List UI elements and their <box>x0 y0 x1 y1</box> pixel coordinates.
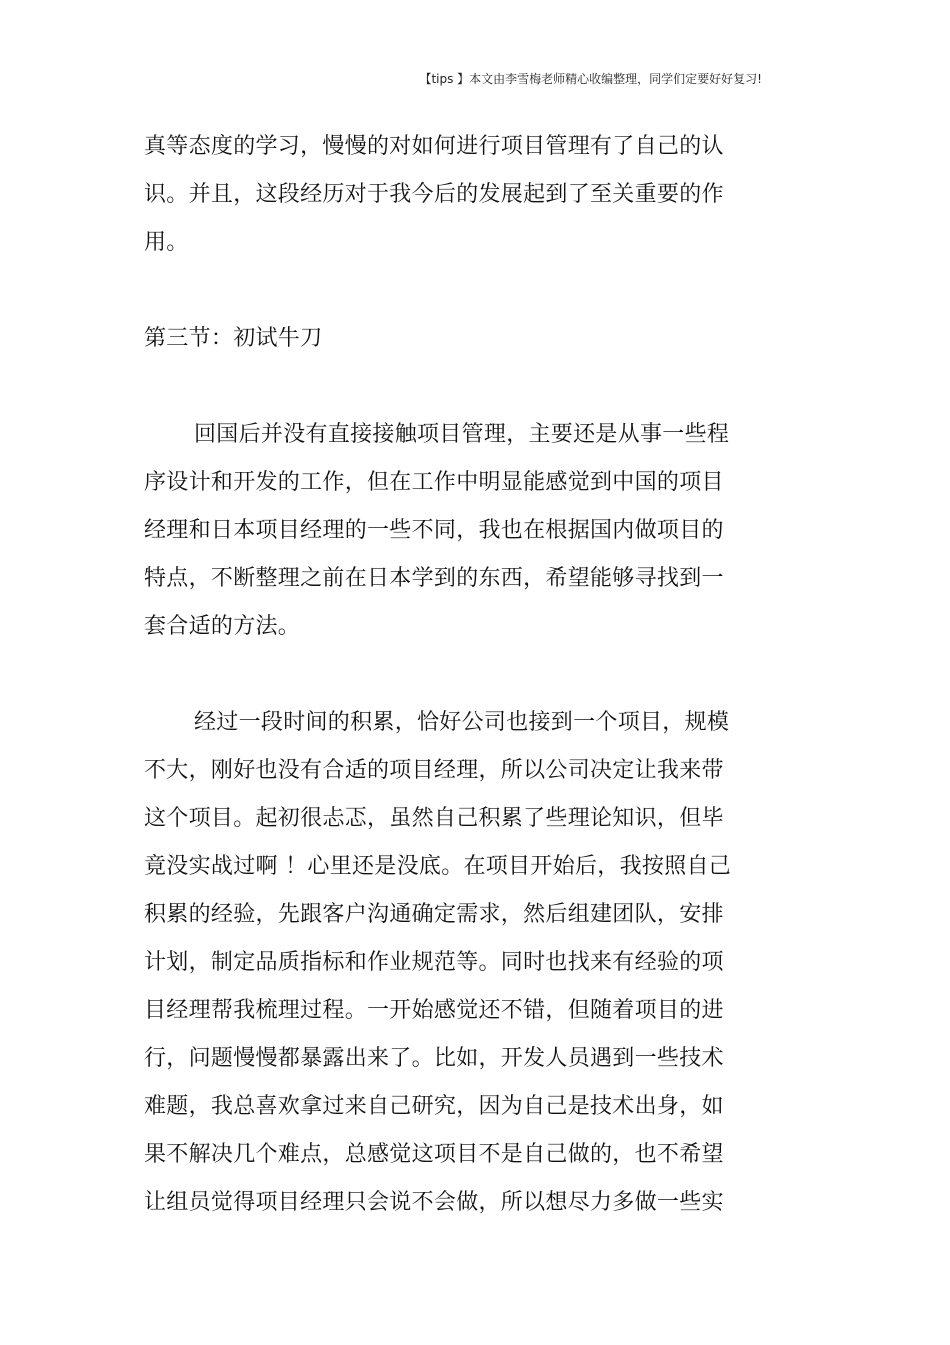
text-line: 不大，刚好也没有合适的项目经理，所以公司决定让我来带 <box>144 758 724 783</box>
text-line: 让组员觉得项目经理只会说不会做，所以想尽力多做一些实 <box>144 1190 724 1215</box>
text-line: 用。 <box>144 230 189 255</box>
text-line: 经过一段时间的积累，恰好公司也接到一个项目，规模 <box>194 710 730 735</box>
text-line: 行，问题慢慢都暴露出来了。比如，开发人员遇到一些技术 <box>144 1046 724 1071</box>
text-line: 真等态度的学习，慢慢的对如何进行项目管理有了自己的认 <box>144 134 724 159</box>
text-line: 序设计和开发的工作，但在工作中明显能感觉到中国的项目 <box>144 470 724 495</box>
text-line: 套合适的方法。 <box>144 614 301 639</box>
text-line: 目经理帮我梳理过程。一开始感觉还不错，但随着项目的进 <box>144 998 724 1023</box>
text-line: 经理和日本项目经理的一些不同，我也在根据国内做项目的 <box>144 518 724 543</box>
text-line: 计划，制定品质指标和作业规范等。同时也找来有经验的项 <box>144 950 724 975</box>
section-title: 第三节：初试牛刀 <box>144 326 323 351</box>
text-line: 回国后并没有直接接触项目管理，主要还是从事一些程 <box>194 422 730 447</box>
text-line: 识。并且，这段经历对于我今后的发展起到了至关重要的作 <box>144 182 724 207</box>
text-line: 积累的经验，先跟客户沟通确定需求，然后组建团队，安排 <box>144 902 724 927</box>
text-line: 这个项目。起初很忐忑，虽然自己积累了些理论知识，但毕 <box>144 806 724 831</box>
header-tips: 【tips 】本文由李雪梅老师精心收编整理，同学们定要好好复习! <box>419 72 762 86</box>
text-line: 难题，我总喜欢拿过来自己研究，因为自己是技术出身，如 <box>144 1094 724 1119</box>
text-line: 果不解决几个难点，总感觉这项目不是自己做的，也不希望 <box>144 1142 724 1167</box>
text-line: 特点，不断整理之前在日本学到的东西，希望能够寻找到一 <box>144 566 724 591</box>
text-line: 竟没实战过啊 ！心里还是没底。在项目开始后，我按照自己 <box>144 854 732 879</box>
